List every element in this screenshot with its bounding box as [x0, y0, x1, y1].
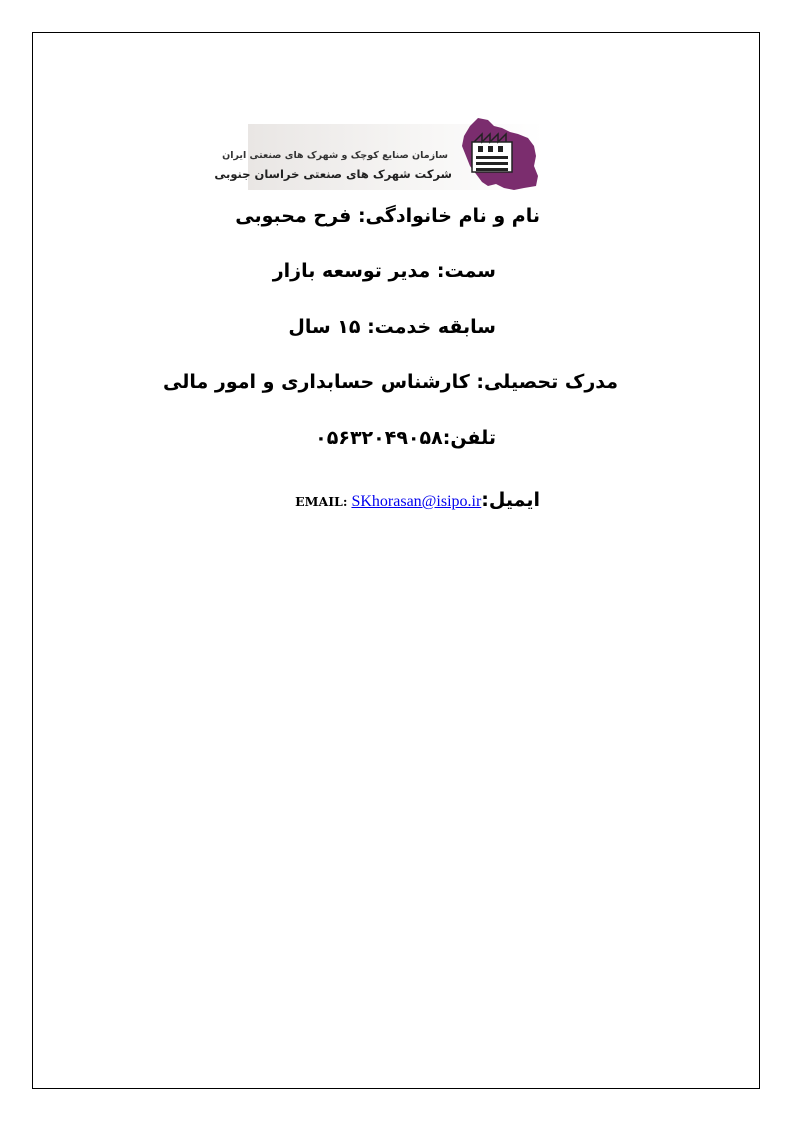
- email-prefix: EMAIL:: [295, 494, 348, 509]
- full-name: نام و نام خانوادگی: فرح محبوبی: [235, 205, 540, 227]
- service-experience: سابقه خدمت: ۱۵ سال: [288, 316, 496, 338]
- iran-map-icon: [458, 116, 540, 194]
- email-row: [295, 489, 540, 511]
- phone-number: تلفن:۰۵۶۳۲۰۴۹۰۵۸: [315, 427, 496, 449]
- job-title: سمت: مدیر توسعه بازار: [272, 260, 496, 282]
- logo-parent-org-text: سازمان صنایع کوچک و شهرک های صنعتی ایران: [222, 150, 448, 161]
- organization-logo: [214, 116, 544, 194]
- email-link[interactable]: SKhorasan@isipo.ir: [351, 493, 482, 510]
- logo-company-text: شرکت شهرک های صنعتی خراسان جنوبی: [214, 167, 452, 181]
- education-degree: مدرک تحصیلی: کارشناس حسابداری و امور مالی: [163, 371, 618, 393]
- email-label: ایمیل:: [481, 489, 540, 511]
